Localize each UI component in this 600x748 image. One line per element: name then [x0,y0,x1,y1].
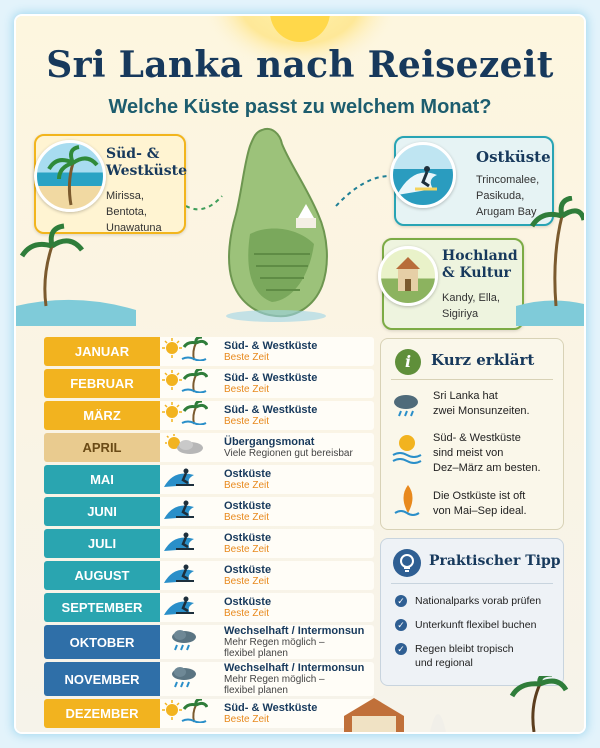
info-item-1-line-2: zwei Monsunzeiten. [433,405,530,417]
tip-item-1: Nationalparks vorab prüfen [415,595,542,607]
month-row [44,561,374,590]
check-icon: ✓ [395,595,407,607]
month-info [224,433,374,462]
month-name: JANUAR [44,337,160,366]
month-row [44,433,374,462]
month-row [44,699,374,728]
tip-item-2: Unterkunft flexibel buchen [415,619,537,631]
region-east-places-3: Arugam Bay [476,206,537,218]
month-info [224,593,374,622]
lightbulb-icon [393,549,421,577]
month-region: Ostküste [224,468,272,480]
sun-palm-icon [160,699,224,728]
month-region: Wechselhaft / Intermonsun [224,625,365,637]
month-name: JUNI [44,497,160,526]
temple-icon [378,246,438,306]
month-name: MAI [44,465,160,494]
surfer-icon [160,497,224,526]
page-subtitle: Welche Küste passt zu welchem Monat? [108,96,492,118]
month-name: MÄRZ [44,401,160,430]
month-region: Ostküste [224,532,272,544]
month-name: FEBRUAR [44,369,160,398]
month-row [44,593,374,622]
region-southwest-places-2: Unawatuna [106,222,162,234]
month-status: Beste Zeit [224,416,270,427]
month-region: Süd- & Westküste [224,340,318,352]
month-region: Süd- & Westküste [224,404,318,416]
tip-divider [391,583,553,584]
palm-tree-right-illustration [516,196,584,326]
month-name: AUGUST [44,561,160,590]
tip-box [380,538,564,686]
month-table [44,334,374,731]
info-item-2-line-3: Dez–März am besten. [433,462,541,474]
month-row [44,497,374,526]
rain-cloud-icon [160,662,224,696]
month-note: flexibel planen [224,685,288,696]
rain-cloud-icon [160,625,224,659]
month-name: OKTOBER [44,625,160,659]
month-info [224,369,374,398]
month-status: Beste Zeit [224,608,270,619]
month-status: Mehr Regen möglich – [224,637,325,648]
beach-palm-icon [34,140,106,212]
surfboard-icon [393,483,423,519]
month-info [224,401,374,430]
month-info [224,529,374,558]
month-region: Wechselhaft / Intermonsun [224,662,365,674]
check-icon: ✓ [395,643,407,655]
month-row [44,662,374,696]
surfer-icon [160,561,224,590]
surfer-icon [160,593,224,622]
month-status: Beste Zeit [224,480,270,491]
month-note: flexibel planen [224,648,288,659]
tip-title: Praktischer Tipp [429,553,561,569]
infographic [16,16,584,732]
month-row [44,465,374,494]
storm-cloud-icon [391,389,421,419]
month-status: Beste Zeit [224,384,270,395]
info-item-2-line-2: sind meist von [433,447,504,459]
sun-waves-icon [391,431,423,467]
check-icon: ✓ [395,619,407,631]
month-info [224,561,374,590]
region-highland-title-1: Hochland [442,248,518,264]
region-east-title: Ostküste [476,148,551,166]
month-region: Süd- & Westküste [224,372,318,384]
month-region: Ostküste [224,500,272,512]
route-line-east [334,166,394,216]
sri-lanka-map [210,124,360,324]
region-highland-places-2: Sigiriya [442,308,479,320]
sun-palm-icon [160,369,224,398]
surf-wave-icon [390,142,456,208]
month-name: SEPTEMBER [44,593,160,622]
region-southwest-title-2: Westküste [106,163,187,179]
sun-cloud-icon [160,433,224,462]
month-row [44,337,374,366]
info-divider [391,379,553,380]
month-info [224,337,374,366]
month-status: Beste Zeit [224,714,270,725]
tip-item-3-line-1: Regen bleibt tropisch [415,643,514,655]
month-region: Übergangsmonat [224,436,315,448]
page-title: Sri Lanka nach Reisezeit [46,44,554,86]
region-east-places-2: Pasikuda, [476,190,525,202]
month-name: JULI [44,529,160,558]
palm-tree-left-illustration [16,206,136,326]
info-item-1-line-1: Sri Lanka hat [433,390,498,402]
region-east-places-1: Trincomalee, [476,174,540,186]
month-region: Ostküste [224,564,272,576]
month-status: Viele Regionen gut bereisbar [224,448,353,459]
region-southwest-title-1: Süd- & [106,146,160,162]
month-row [44,529,374,558]
month-row [44,369,374,398]
month-status: Beste Zeit [224,512,270,523]
route-line-west [184,166,224,226]
month-region: Süd- & Westküste [224,702,318,714]
month-info [224,625,374,659]
region-highland-title-2: & Kultur [442,265,511,281]
info-item-2-line-1: Süd- & Westküste [433,432,521,444]
info-item-3-line-2: von Mai–Sep ideal. [433,505,527,517]
tip-item-3-line-2: und regional [415,657,473,669]
month-name: APRIL [44,433,160,462]
month-row [44,625,374,659]
surfer-icon [160,529,224,558]
month-name: DEZEMBER [44,699,160,728]
sun-palm-icon [160,337,224,366]
info-title: Kurz erklärt [431,351,535,369]
temple-scenery-illustration [334,676,584,732]
month-status: Mehr Regen möglich – [224,674,325,685]
info-box [380,338,564,530]
region-highland-places-1: Kandy, Ella, [442,292,500,304]
region-southwest-places-1: Mirissa, Bentota, [106,190,147,218]
region-card-highland [382,238,524,330]
surfer-icon [160,465,224,494]
info-item-3-line-1: Die Ostküste ist oft [433,490,526,502]
sun-palm-icon [160,401,224,430]
month-status: Beste Zeit [224,544,270,555]
month-name: NOVEMBER [44,662,160,696]
month-status: Beste Zeit [224,352,270,363]
info-icon: i [395,349,421,375]
month-region: Ostküste [224,596,272,608]
month-status: Beste Zeit [224,576,270,587]
month-row [44,401,374,430]
month-info [224,497,374,526]
month-info [224,465,374,494]
